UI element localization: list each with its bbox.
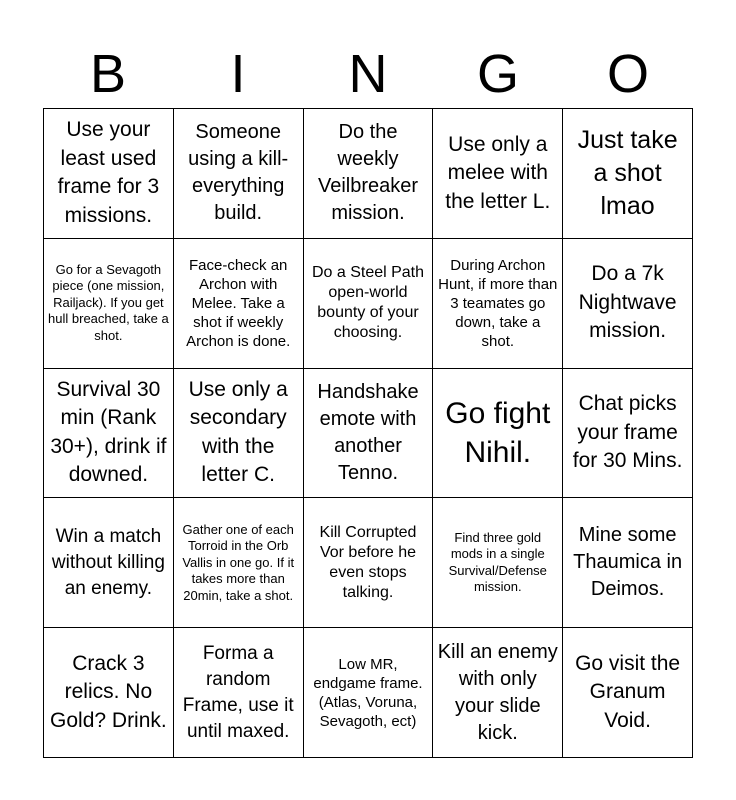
bingo-cell-r2c4[interactable]: [433, 239, 563, 369]
cell-text: Go for a Sevagoth piece (one mission, Railjack). If you get hull breached, take a shot.: [48, 261, 169, 343]
cell-text: Kill Corrupted Vor before he even stops talking.: [319, 523, 417, 601]
bingo-cell-r3c4[interactable]: [433, 369, 563, 499]
bingo-cell-r4c2[interactable]: [174, 498, 304, 628]
bingo-cell-r2c2[interactable]: [174, 239, 304, 369]
cell-text: Just take a shot lmao: [577, 125, 678, 220]
bingo-header: [43, 40, 693, 108]
cell-text: During Archon Hunt, if more than 3 teamates go down, take a shot.: [438, 256, 558, 350]
bingo-cell-r3c1[interactable]: [44, 369, 174, 499]
bingo-cell-r1c2[interactable]: [174, 109, 304, 239]
cell-text: Survival 30 min (Rank 30+), drink if downed.: [50, 377, 167, 487]
bingo-cell-r3c2[interactable]: [174, 369, 304, 499]
bingo-cell-r2c1[interactable]: [44, 239, 174, 369]
bingo-cell-r5c2[interactable]: [174, 628, 304, 758]
bingo-cell-r4c4[interactable]: [433, 498, 563, 628]
bingo-cell-r4c3[interactable]: [304, 498, 434, 628]
bingo-cell-r2c3[interactable]: [304, 239, 434, 369]
cell-text: Handshake emote with another Tenno.: [317, 380, 419, 484]
cell-text: Use only a secondary with the letter C.: [188, 377, 288, 487]
bingo-cell-r1c1[interactable]: [44, 109, 174, 239]
bingo-cell-r3c5[interactable]: [563, 369, 693, 499]
cell-text: Use your least used frame for 3 missions.: [57, 118, 160, 227]
header-letter-b: B: [89, 44, 127, 104]
cell-text: Do the weekly Veilbreaker mission.: [317, 121, 419, 225]
bingo-cell-r5c3[interactable]: [304, 628, 434, 758]
bingo-cell-r1c4[interactable]: [433, 109, 563, 239]
cell-text: Low MR, endgame frame. (Atlas, Voruna, Sevagoth, ect): [313, 655, 423, 730]
cell-text: Do a Steel Path open-world bounty of your choosing.: [311, 264, 425, 342]
cell-text: Face-check an Archon with Melee. Take a shot if weekly Archon is done.: [186, 256, 291, 350]
cell-text: Mine some Thaumica in Deimos.: [573, 524, 683, 601]
bingo-cell-r1c3[interactable]: [304, 109, 434, 239]
bingo-cell-r2c5[interactable]: [563, 239, 693, 369]
cell-text: Someone using a kill-everything build.: [188, 121, 289, 225]
header-letter-g: G: [476, 44, 519, 104]
cell-text: Use only a melee with the letter L.: [445, 132, 551, 213]
cell-text: Gather one of each Torroid in the Orb Vallis in one go. If it takes more than 20min, take a shot.: [182, 521, 295, 603]
cell-text: Chat picks your frame for 30 Mins.: [572, 392, 683, 473]
cell-text: Kill an enemy with only your slide kick.: [437, 640, 558, 744]
header-letter-i: I: [230, 44, 246, 104]
bingo-cell-r5c5[interactable]: [563, 628, 693, 758]
cell-text: Find three gold mods in a single Survival/Defense mission.: [448, 529, 547, 595]
cell-text: Go visit the Granum Void.: [575, 651, 681, 732]
bingo-cell-r4c5[interactable]: [563, 498, 693, 628]
cell-text: Crack 3 relics. No Gold? Drink.: [50, 651, 167, 732]
bingo-board: [43, 108, 693, 758]
bingo-cell-r5c1[interactable]: [44, 628, 174, 758]
bingo-cell-r1c5[interactable]: [563, 109, 693, 239]
cell-text: Win a match without killing an enemy.: [51, 525, 165, 599]
cell-text: Forma a random Frame, use it until maxed.: [182, 642, 294, 742]
cell-text: Go fight Nihil.: [445, 396, 551, 469]
bingo-cell-r4c1[interactable]: [44, 498, 174, 628]
header-letter-n: N: [348, 44, 388, 104]
bingo-cell-r3c3[interactable]: [304, 369, 434, 499]
cell-text: Do a 7k Nightwave mission.: [578, 262, 677, 343]
bingo-cell-r5c4[interactable]: [433, 628, 563, 758]
header-letter-o: O: [606, 44, 649, 104]
